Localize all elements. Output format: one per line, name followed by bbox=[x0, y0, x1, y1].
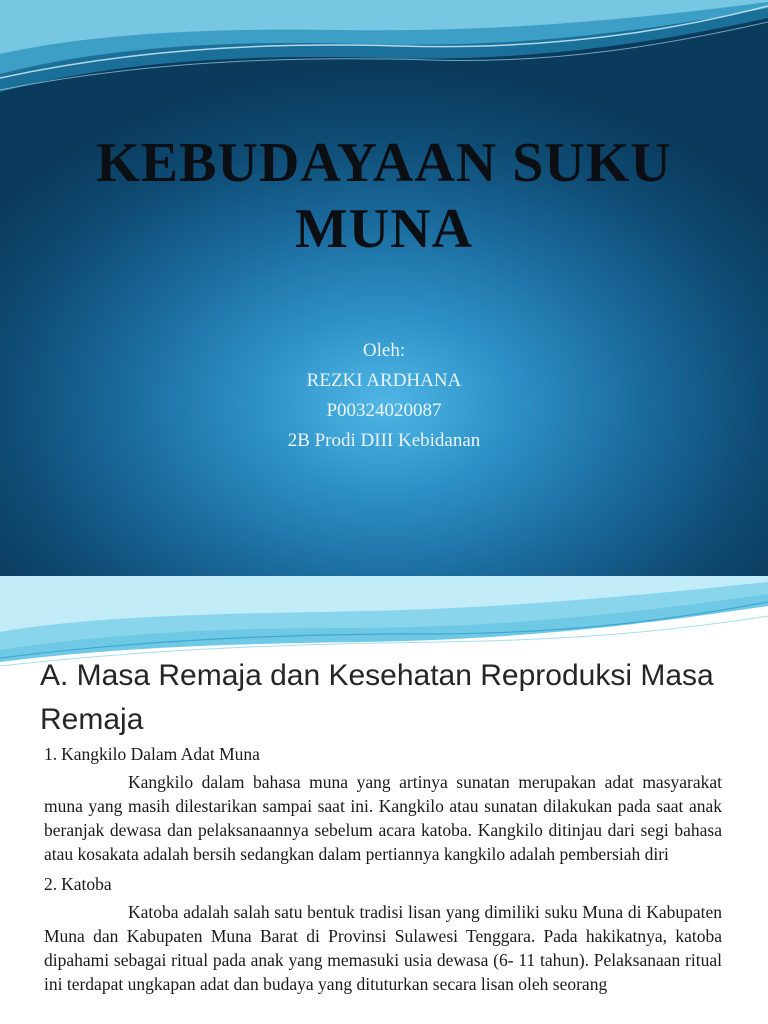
item-title: Katoba bbox=[61, 874, 112, 894]
title-line-1: KEBUDAYAAN SUKU bbox=[96, 132, 672, 194]
author-by-label: Oleh: bbox=[362, 340, 406, 361]
item-heading bbox=[44, 742, 722, 766]
item-paragraph: Katoba adalah salah satu bentuk tradisi lisan yang dimiliki suku Muna di Kabupaten Muna dan Kabupaten Muna Barat di Provinsi Sulawesi Tenggara. Pada hakikatnya, katoba dipahami sebagai ritual pada anak yang memasuki usia dewasa (6- 11 tahun). Pelaksanaan ritual ini terdapat ungkapan adat dan budaya yang dituturkan secara lisan oleh seorang bbox=[44, 902, 722, 994]
item-number: 2. bbox=[44, 874, 58, 894]
section-heading bbox=[40, 654, 738, 742]
section-heading-line-2: Remaja bbox=[40, 703, 144, 736]
author-block bbox=[0, 336, 768, 456]
list-item bbox=[44, 742, 722, 866]
list-item bbox=[44, 872, 722, 996]
item-number: 1. bbox=[44, 744, 58, 764]
author-name: REZKI ARDHANA bbox=[306, 370, 462, 391]
item-heading bbox=[44, 872, 722, 896]
content-slide bbox=[0, 576, 768, 1024]
presentation-title bbox=[40, 130, 728, 262]
item-title: Kangkilo Dalam Adat Muna bbox=[61, 744, 260, 764]
section-heading-line-1: A. Masa Remaja dan Kesehatan Reproduksi Masa bbox=[40, 659, 714, 692]
author-id: P00324020087 bbox=[326, 400, 442, 421]
wave-decoration bbox=[0, 0, 768, 110]
content-body bbox=[44, 742, 722, 1002]
item-paragraph: Kangkilo dalam bahasa muna yang artinya sunatan merupakan adat masyarakat muna yang masih dilestarikan sampai saat ini. Kangkilo atau sunatan dilakukan pada saat anak beranjak dewasa dan pelaksanaannya sebelum acara katoba. Kangkilo ditinjau dari segi bahasa atau kosakata adalah bersih sedangkan dalam pertiannya kangkilo adalah pembersiah diri bbox=[44, 772, 722, 864]
title-line-2: MUNA bbox=[294, 198, 474, 261]
author-class: 2B Prodi DIII Kebidanan bbox=[287, 430, 481, 451]
